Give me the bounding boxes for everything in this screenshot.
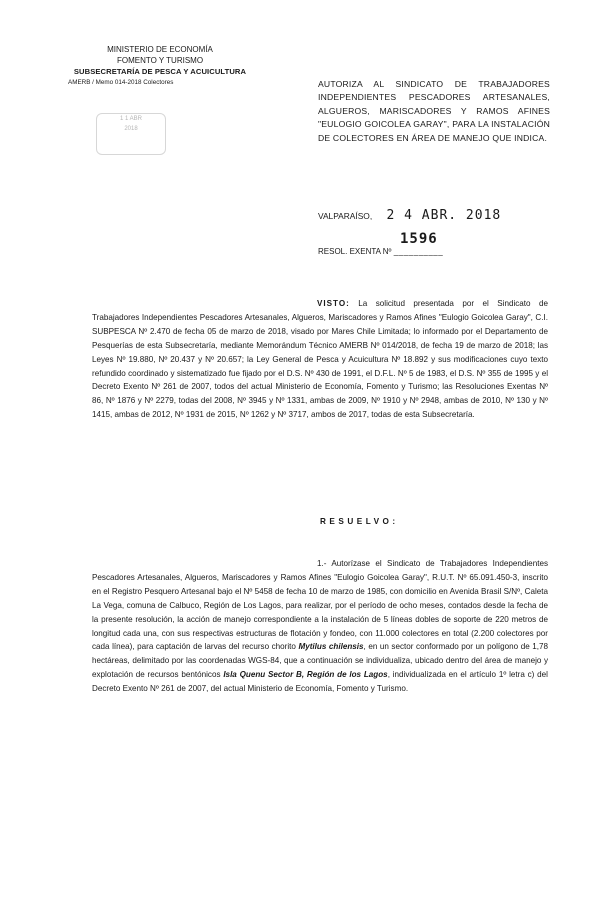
ministry-header bbox=[60, 44, 260, 88]
subsecretaria-name: SUBSECRETARÍA DE PESCA Y ACUICULTURA bbox=[73, 67, 247, 76]
visto-keyword: VISTO: bbox=[317, 299, 350, 308]
reference-code: AMERB / Memo 014-2018 Colectores bbox=[68, 79, 174, 86]
ministry-name: MINISTERIO DE ECONOMÍA bbox=[107, 45, 213, 54]
resolution-title: AUTORIZA AL SINDICATO DE TRABAJADORES INDEPENDIENTES PESCADORES ARTESANALES, ALGUEROS, MARISCADORES Y RAMOS AFINES "EULOGIO GOICOLEA GARAY", PARA LA INSTALACIÓN DE COLECTORES EN ÁREA DE MANEJO QUE INDICA. bbox=[318, 79, 550, 143]
received-stamp bbox=[96, 113, 166, 155]
area-name: Isla Quenu Sector B, Región de los Lagos bbox=[223, 670, 388, 680]
stamp-line-2: 2018 bbox=[124, 126, 138, 132]
visto-paragraph bbox=[92, 297, 548, 422]
stamp-line-1: 1 1 ABR bbox=[119, 116, 142, 122]
place-date bbox=[318, 208, 501, 223]
resolution-blank: __________ bbox=[393, 247, 444, 256]
article-1-text-c: , individualizada en el artículo 1º letra c) del Decreto Exento Nº 261 de 2007, del actual Ministerio de Economía, Fomento y Turismo. bbox=[92, 670, 548, 694]
date: 2 4 ABR. 2018 bbox=[386, 208, 502, 223]
article-1-text-b: , en un sector conformado por un polígono de 1,78 hectáreas, delimitado por las coordenadas WGS-84, que a continuación se individualiza, ubicado dentro del área de manejo y explotación de recursos bentónicos bbox=[92, 642, 548, 680]
resolution-label: RESOL. EXENTA Nº bbox=[318, 247, 392, 256]
ministry-subname: FOMENTO Y TURISMO bbox=[116, 56, 204, 65]
species-name: Mytilus chilensis bbox=[298, 642, 364, 652]
article-1-text-a: 1.- Autorízase el Sindicato de Trabajadores Independientes Pescadores Artesanales, Algueros, Mariscadores y Ramos Afines "Eulogio Goicolea Garay", R.U.T. Nº 65.091.450-3, inscrito en el Registro Pesquero Artesanal bajo el Nº 5458 de fecha 10 de marzo de 1985, con domicilio en Avenida Brasil S/Nº, Caleta La Vega, comuna de Calbuco, Región de Los Lagos, para realizar, por el período de ocho meses, contados desde la fecha de la presente resolución, la acción de manejo correspondiente a la instalación de 5 líneas dobles de soporte de 220 metros de longitud cada una, con sus respectivas estructuras de flotación y fondeo, con 11.000 colectores en total (2.200 colectores por cada línea), para captación de larvas del recurso chorito bbox=[92, 559, 548, 652]
resolution-number-line bbox=[318, 231, 444, 256]
resolution-number: 1596 bbox=[400, 231, 438, 247]
place: VALPARAÍSO, bbox=[318, 211, 373, 221]
article-1-paragraph bbox=[92, 557, 548, 696]
visto-text: La solicitud presentada por el Sindicato de Trabajadores Independientes Pescadores Artesanales, Algueros, Mariscadores y Ramos Afines "Eulogio Goicolea Garay", C.I. SUBPESCA Nº 2.470 de fecha 05 de marzo de 2018, visado por Mares Chile Limitada; lo informado por el Departamento de Pesquerías de esta Subsecretaría, mediante Memorándum Técnico AMERB Nº 014/2018, de fecha 19 de marzo de 2018; las Leyes Nº 19.880, Nº 20.437 y Nº 20.657; la Ley General de Pesca y Acuicultura Nº 18.892 y sus modificaciones cuyo texto refundido coordinado y sistematizado fue fijado por el D.S. Nº 430 de 1991, el D.F.L. Nº 5 de 1983, el D.S. Nº 355 de 1995 y el Decreto Exento Nº 261 de 2007, todos del actual Ministerio de Economía, Fomento y Turismo; las Resoluciones Exentas Nº 86, Nº 1876 y Nº 2279, todas del 2008, Nº 3945 y Nº 1331, ambas de 2009, Nº 1910 y Nº 2948, ambas de 2010, Nº 130 y Nº 1415, ambas de 2012, Nº 1931 de 2015, Nº 1262 y Nº 3717, ambos de 2017, todas de esta Subsecretaría. bbox=[92, 299, 548, 420]
resuelvo-heading: RESUELVO: bbox=[320, 517, 399, 526]
